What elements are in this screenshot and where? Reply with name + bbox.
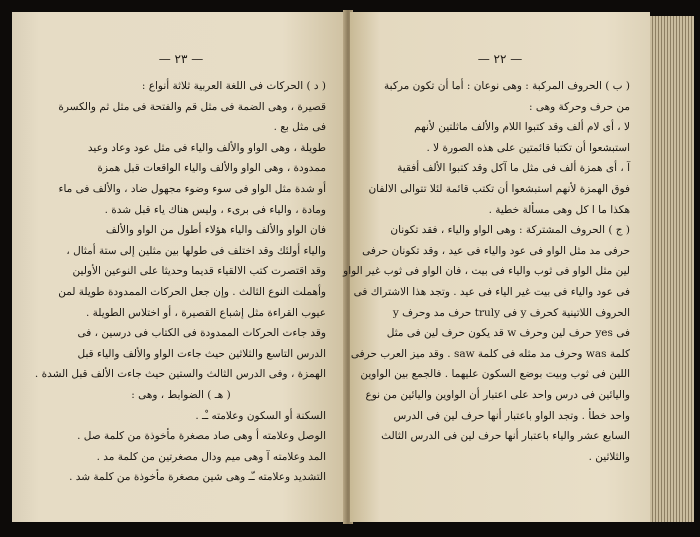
text-line: فان الواو والألف والياء هؤلاء أطول من الواو والألف <box>105 224 326 237</box>
text-line: الوصل وعلامته أ وهى صاد مصغرة مأخوذة من كلمة صل . <box>77 430 326 443</box>
text-line: السابع عشر والياء باعتبار أنها حرف لين فى الدرس الثالث <box>381 430 630 443</box>
text-line: ( ج ) الحروف المشتركة : وهى الواو والياء ، فقد تكونان <box>390 224 630 237</box>
text-line: أو شدة مثل الواو فى سوء وضوء مجهول ضاد ، والألف فى ماء <box>58 182 326 195</box>
text-line: ( ب ) الحروف المركبة : وهى نوعان : أما أن تكون مركبة <box>384 80 630 92</box>
text-line: الدرس التاسع والثلاثين حيث جاءت الواو والألف والياء قبل <box>77 347 326 360</box>
text-line: آ ، أى همزة ألف فى مثل ما آكل وقد كتبوا الألف أفقية <box>397 162 630 175</box>
text-line: فى yes حرف لين وحرف w قد يكون حرف لين فى مثل <box>386 327 630 340</box>
text-line: السكنة أو السكون وعلامته ـْـ . <box>195 409 326 422</box>
text-line: من حرف وحركة وهى : <box>528 100 630 113</box>
text-line: فى عود والياء فى بيت غير الياء فى عيد . وتجد هذا الاشتراك فى <box>353 285 630 298</box>
text-line: وأهملت النوع الثالث . وإن جعل الحركات الممدودة طويلة لمن <box>58 285 326 298</box>
text-line: الحروف اللاتينية كحرف y فى truly حرف مد وحرف y <box>392 306 630 319</box>
page-number: — ٢٢ — <box>477 52 523 66</box>
text-line: والثلاثين . <box>588 450 630 463</box>
text-line: فوق الهمزة لأنهم استبشعوا أن تكتب قائمة لئلا تتوالى الالفان <box>368 182 630 195</box>
text-line: حرفى مد مثل الواو فى عود والياء فى عيد ، وقد تكونان حرفى <box>362 244 630 257</box>
text-line: عيوب القراءة مثل إشباع القصيرة ، أو اختلاس الطويلة . <box>85 306 326 319</box>
page-edges <box>650 16 694 522</box>
text-line: قصيرة ، وهى الضمة فى مثل قم والفتحة فى مثل ثم والكسرة <box>58 100 326 113</box>
text-line: الهمزة ، وفى الدرس الثالث والستين حيث جاءت الألف قبل الشدة . <box>34 368 326 381</box>
right-page <box>343 12 650 522</box>
text-line: وقد جاءت الحركات الممدودة فى الكتاب فى درسين ، فى <box>77 327 326 340</box>
text-line: التشديد وعلامته ـّـ وهى شين مصغرة مأخوذة من كلمة شد . <box>69 471 326 484</box>
text-line: ( د ) الحركات فى اللغة العربية ثلاثة أنواع : <box>141 80 326 92</box>
section-heading: ( هـ ) الضوابط ، وهى : <box>131 388 231 401</box>
text-line: المد وعلامته آ وهى ميم ودال مصغرتين من كلمة مد . <box>96 450 326 463</box>
page-text <box>343 76 630 467</box>
text-line: اللين فى ثوب وبيت بوضع السكون عليهما . فالجمع بين الواوين <box>360 368 630 381</box>
text-line: لا ، أى لام ألف وقد كتبوا اللام والألف ماثلتين لأنهم <box>414 121 630 134</box>
text-line: لين مثل الواو فى ثوب والياء فى بيت ، فان الواو فى ثوب غير الواو <box>343 265 630 278</box>
text-line: هكذا ما ا كل وهى مسألة خطية . <box>488 203 630 216</box>
text-line: واحد خطأ . وتجد الواو باعتبار أنها حرف لين فى الدرس <box>393 409 630 422</box>
text-line: ممدودة ، وهى الواو والألف والياء الواقعات قبل همزة <box>97 162 326 175</box>
page-text <box>36 76 326 488</box>
text-line: استبشعوا أن تكتبا قائمتين على هذه الصورة لا . <box>426 141 630 154</box>
page-number: — ٢٣ — <box>158 52 204 66</box>
text-line: واليائين فى درس واحد على اعتبار أن الواوين واليائين من نوع <box>365 388 630 401</box>
text-line: كلمة was وحرف مد مثله فى كلمة saw . وقد ميز العرب حرفى <box>350 347 630 360</box>
text-line: فى مثل بع . <box>273 121 326 134</box>
text-line: وقد اقتصرت كتب الالقياء قديما وحديثا على النوعين الأولين <box>72 265 326 278</box>
text-line: والياء أولئك وقد اختلف فى طولها بين مثلين إلى ستة أمثال ، <box>66 244 326 257</box>
text-line: طويلة ، وهى الواو والألف والياء فى مثل عود وعاد وعيد <box>87 141 326 154</box>
left-page <box>12 12 350 522</box>
text-line: ومادة ، والياء فى برىء ، وليس هناك ياء قبل شدة . <box>104 203 326 216</box>
